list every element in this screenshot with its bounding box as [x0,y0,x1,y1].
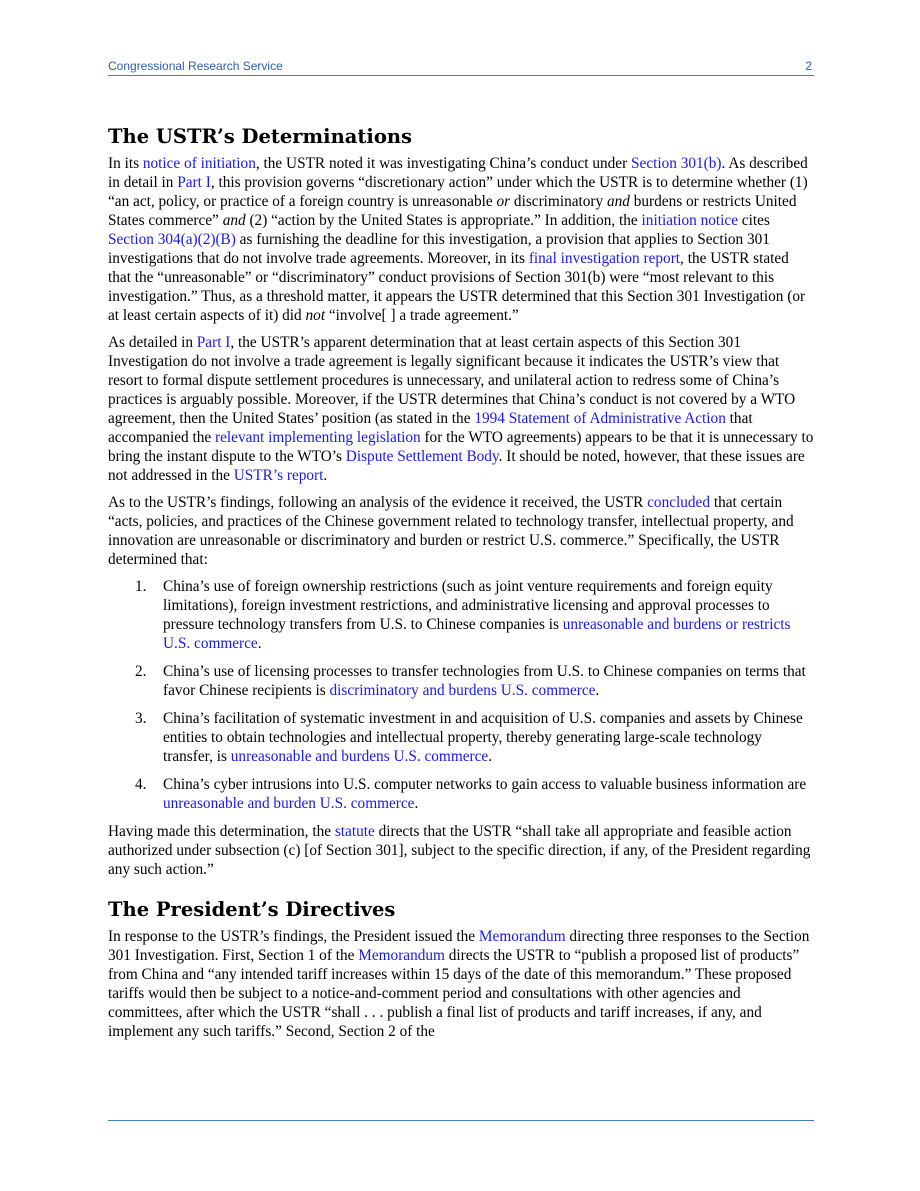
list-item [108,709,814,766]
text-run: Having made this determination, the [108,823,335,840]
text-run: . [488,748,493,765]
paragraph [108,154,814,325]
section-heading-presidents-directives: The President’s Directives [108,898,396,921]
list-item [108,577,814,653]
link-statement-of-administrative-action[interactable]: 1994 Statement of Administrative Action [474,410,726,427]
emphasis: not [305,307,326,324]
list-number: 1. [135,578,147,595]
findings-list [108,577,814,813]
text-run: . [414,795,419,812]
link-implementing-legislation[interactable]: relevant implementing legislation [215,429,421,446]
footer-divider [108,1120,814,1121]
text-run: China’s use of foreign ownership restrictions (such as joint venture requirements and foreign equity limitations), foreign investment restrictions, and administrative licensing and approval processes to pressure technology transfers from U.S. to Chinese companies is [163,578,773,633]
paragraph [108,927,814,1041]
body-content [108,118,814,1049]
text-run: In its [108,155,143,172]
emphasis: and [606,193,630,210]
link-memorandum[interactable]: Memorandum [358,947,445,964]
text-run: that accompanied the [108,410,753,446]
link-memorandum[interactable]: Memorandum [478,928,566,945]
text-run: , the USTR’s apparent determination that at least certain aspects of this Section 301 Investigation do not involve a trade agreement is legally significant because it indicates the USTR’s view that resort to formal dispute settlement procedures is unnecessary, and unilateral action to redress some of China’s practices is arguably possible. Moreover, if the USTR determines that China’s conduct is not covered by a WTO agreement, then the United States’ position (as stated in the [108,334,796,427]
page-number: 2 [805,59,812,73]
text-run: that certain “acts, policies, and practices of the Chinese government related to technology transfer, intellectual property, and innovation are unreasonable or discriminatory and burden or restrict U.S. commerce.” Specifically, the USTR determined that: [108,494,794,568]
text-run: for the WTO agreements) appears to be that it is unnecessary to bring the instant dispute to the WTO’s [108,429,814,465]
emphasis: and [222,212,246,229]
text-run: burdens or restricts United States commerce” [108,193,797,229]
publisher-name: Congressional Research Service [108,59,283,73]
text-run: cites [737,212,770,229]
text-run: directs that the USTR “shall take all appropriate and feasible action authorized under subsection (c) [of Section 301], subject to the specific direction, if any, of the President regarding any such action.” [108,823,811,878]
emphasis: or [496,193,511,210]
list-item [108,775,814,813]
text-run: . [595,682,600,699]
list-number: 3. [135,710,147,727]
running-header [108,56,814,76]
paragraph [108,493,814,569]
text-run: as furnishing the deadline for this investigation, a provision that applies to Section 301 investigations that do not involve trade agreements. Moreover, in its [108,231,770,267]
text-run: (2) “action by the United States is appropriate.” In addition, the [245,212,642,229]
text-run: . As described in detail in [108,155,808,191]
list-item-link[interactable]: unreasonable and burdens or restricts U.S. commerce [163,616,791,652]
list-number: 2. [135,663,147,680]
text-run: , the USTR noted it was investigating China’s conduct under [255,155,632,172]
text-run: . [323,467,328,484]
text-run: , the USTR stated that the “unreasonable” or “discriminatory” conduct provisions of Section 301(b) were “most relevant to this investigation.” Thus, as a threshold matter, it appears the USTR determined that this Section 301 Investigation (or at least certain aspects of it) did [108,250,806,324]
link-part-i[interactable]: Part I [177,174,211,191]
link-notice-of-initiation[interactable]: notice of initiation [142,155,256,172]
section-heading-determinations: The USTR’s Determinations [108,125,412,148]
list-item-link[interactable]: unreasonable and burden U.S. commerce [163,795,415,812]
list-number: 4. [135,776,147,793]
text-run: directing three responses to the Section 301 Investigation. First, Section 1 of the [108,928,810,964]
text-run: As detailed in [108,334,197,351]
text-run: China’s cyber intrusions into U.S. computer networks to gain access to valuable business information are [163,776,807,793]
text-run: China’s facilitation of systematic investment in and acquisition of U.S. companies and assets by Chinese entities to obtain technologies and intellectual property, thereby generating large-scale technology transfer, is [163,710,803,765]
link-statute[interactable]: statute [334,823,375,840]
text-run: China’s use of licensing processes to transfer technologies from U.S. to Chinese companies on terms that favor Chinese recipients is [163,663,806,699]
text-run: , this provision governs “discretionary action” under which the USTR is to determine whether (1) “an act, policy, or practice of a foreign country is unreasonable [108,174,808,210]
paragraph [108,822,814,879]
text-run: As to the USTR’s findings, following an analysis of the evidence it received, the USTR [108,494,648,511]
list-item [108,662,814,700]
link-part-i[interactable]: Part I [196,334,231,351]
text-run: In response to the USTR’s findings, the President issued the [108,928,479,945]
text-run: discriminatory [510,193,607,210]
list-item-link[interactable]: discriminatory and burdens U.S. commerce [329,682,596,699]
paragraph [108,333,814,485]
text-run: directs the USTR to “publish a proposed list of products” from China and “any intended tariff increases within 15 days of the date of this memorandum.” These proposed tariffs would then be subject to a notice-and-comment period and consultations with other agencies and committees, after which the USTR “shall . . . publish a final list of products and tariff increases, if any, and implement any such tariffs.” Second, Section 2 of the [108,947,800,1040]
link-final-investigation-report[interactable]: final investigation report [528,250,681,267]
link-initiation-notice[interactable]: initiation notice [641,212,738,229]
text-run: . It should be noted, however, that these issues are not addressed in the [108,448,805,484]
link-section-301b[interactable]: Section 301(b) [631,155,722,172]
list-item-link[interactable]: unreasonable and burdens U.S. commerce [230,748,489,765]
link-section-304[interactable]: Section 304(a)(2)(B) [108,231,236,248]
text-run: . [257,635,262,652]
link-dispute-settlement-body[interactable]: Dispute Settlement Body [345,448,499,465]
link-ustr-report[interactable]: USTR’s report [233,467,324,484]
link-concluded[interactable]: concluded [647,494,710,511]
text-run: “involve[ ] a trade agreement.” [325,307,519,324]
